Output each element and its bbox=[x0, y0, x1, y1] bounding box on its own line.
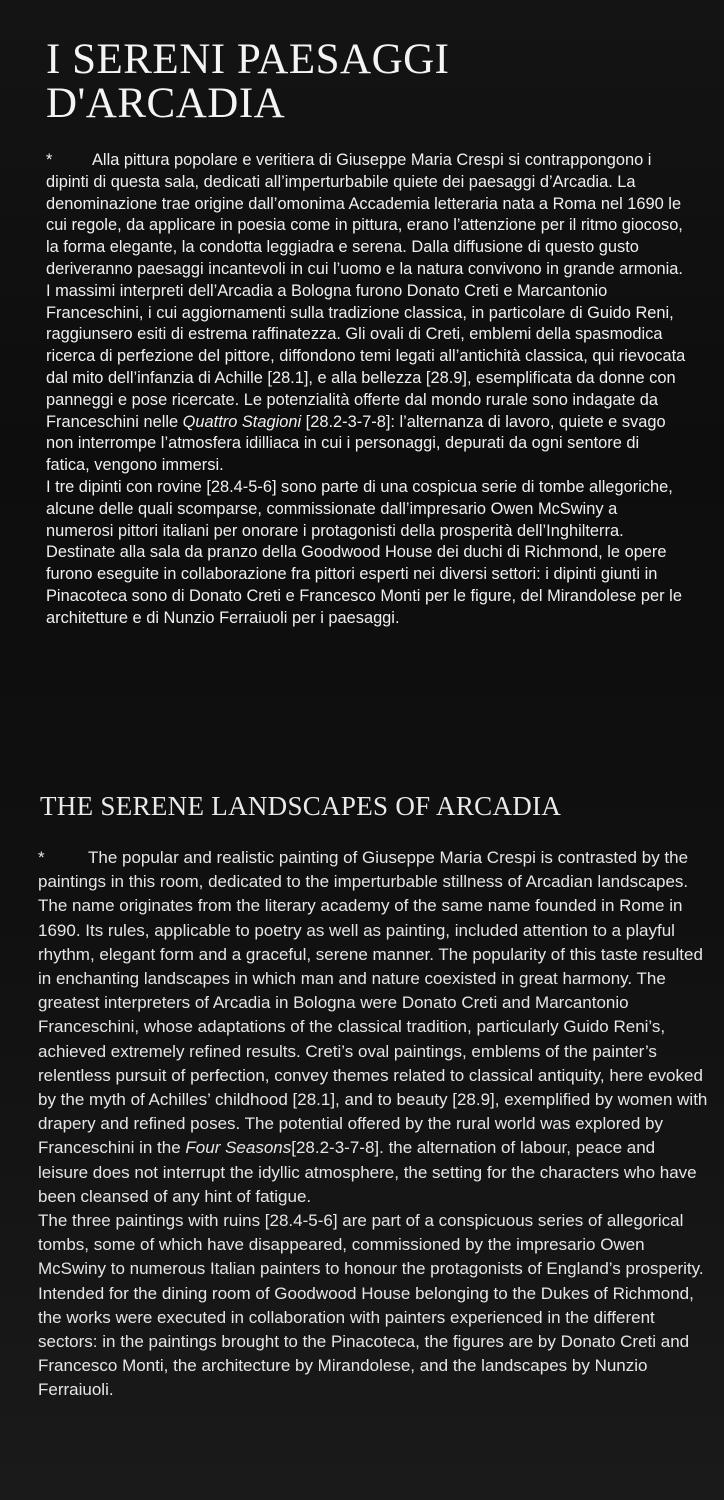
bullet-asterisk: * bbox=[46, 151, 53, 169]
english-paragraph-1 bbox=[38, 846, 708, 1209]
italian-paragraph-1 bbox=[46, 150, 686, 477]
english-paragraph-2: The three paintings with ruins [28.4-5-6] are part of a conspicuous series of allegorical tombs, some of which have disappeared, commissioned by the impresario Owen McSwiny to numerous Italian painters to honour the protagonists of England’s prosperity. Intended for the dining room of Goodwood House belonging to the Dukes of Richmond, the works were executed in collaboration with painters experienced in the different sectors: in the paintings brought to the Pinacoteca, the figures are by Donato Creti and Francesco Monti, the architecture by Mirandolese, and the landscapes by Nunzio Ferraiuoli. bbox=[38, 1211, 704, 1400]
italian-body bbox=[46, 150, 686, 630]
english-title: THE SERENE LANDSCAPES OF ARCADIA bbox=[40, 791, 562, 821]
english-paragraph-1-text-b: [28.2-3-7-8]. the alternation of labour, peace and leisure does not interrupt the idyllic atmosphere, the setting for the characters who have been cleansed of any hint of fatigue. bbox=[38, 1138, 697, 1206]
english-artwork-title: Four Seasons bbox=[185, 1138, 292, 1158]
italian-paragraph-2: I tre dipinti con rovine [28.4-5-6] sono parte di una cospicua serie di tombe allegoriche, alcune delle quali scomparse, commissionate dall’impresario Owen McSwiny a numerosi pittori italiani per onorare i protagonisti della prosperità dell’Inghilterra. Destinate alla sala da pranzo della Goodwood House dei duchi di Richmond, le opere furono eseguite in collaborazione fra pittori esperti nei diversi settori: i dipinti giunti in Pinacoteca sono di Donato Creti e Francesco Monti per le figure, del Mirandolese per le architetture e di Nunzio Ferraiuoli per i paesaggi. bbox=[46, 477, 682, 627]
italian-paragraph-1-text-a: Alla pittura popolare e veritiera di Giuseppe Maria Crespi si contrappongono i dipinti di questa sala, dedicati all’imperturbabile quiete dei paesaggi d’Arcadia. La denominazione trae origine dall’omonima Accademia letteraria nata a Roma nel 1690 le cui regole, da applicare in poesia come in pittura, erano l’attenzione per il ritmo giocoso, la forma elegante, la condotta leggiadra e serena. Dalla diffusione di questo gusto deriveranno paesaggi incantevoli in cui l’uomo e la natura convivono in grande armonia. I massimi interpreti dell’Arcadia a Bologna furono Donato Creti e Marcantonio Franceschini, i cui aggiornamenti sulla tradizione classica, in particolare di Guido Reni, raggiunsero esiti di estrema raffinatezza. Gli ovali di Creti, emblemi della spasmodica ricerca di perfezione del pittore, diffondono temi legati all’antichità classica, qui rievocata dal mito dell’infanzia di Achille [28.1], e alla bellezza [28.9], esemplificata da donne con panneggi e pose ricercate. Le potenzialità offerte dal mondo rurale sono indagate da Franceschini nelle bbox=[46, 151, 686, 431]
italian-artwork-title: Quattro Stagioni bbox=[182, 412, 302, 431]
italian-paragraph-1-text-b: [28.2-3-7-8]: l’alternanza di lavoro, quiete e svago non interrompe l’atmosfera idilliaca in cui i personaggi, depurati da ogni sentore di fatica, vengono immersi. bbox=[46, 412, 666, 475]
english-paragraph-1-text-a: The popular and realistic painting of Giuseppe Maria Crespi is contrasted by the paintings in this room, dedicated to the imperturbable stillness of Arcadian landscapes. The name originates from the literary academy of the same name founded in Rome in 1690. Its rules, applicable to poetry as well as painting, included attention to a playful rhythm, elegant form and a graceful, serene manner. The popularity of this taste resulted in enchanting landscapes in which man and nature coexisted in great harmony. The greatest interpreters of Arcadia in Bologna were Donato Creti and Marcantonio Franceschini, whose adaptations of the classical tradition, particularly Guido Reni’s, achieved extremely refined results. Creti’s oval paintings, emblems of the painter’s relentless pursuit of perfection, convey themes related to classical antiquity, here evoked by the myth of Achilles’ childhood [28.1], and to beauty [28.9], exemplified by women with drapery and refined poses. The potential offered by the rural world was explored by Franceschini in the bbox=[38, 848, 708, 1158]
english-body bbox=[38, 846, 708, 1403]
italian-title bbox=[46, 38, 686, 126]
italian-title-line-2: D'ARCADIA bbox=[46, 80, 286, 127]
italian-title-line-1: I SERENI PAESAGGI bbox=[46, 36, 450, 83]
bullet-asterisk: * bbox=[38, 848, 45, 867]
